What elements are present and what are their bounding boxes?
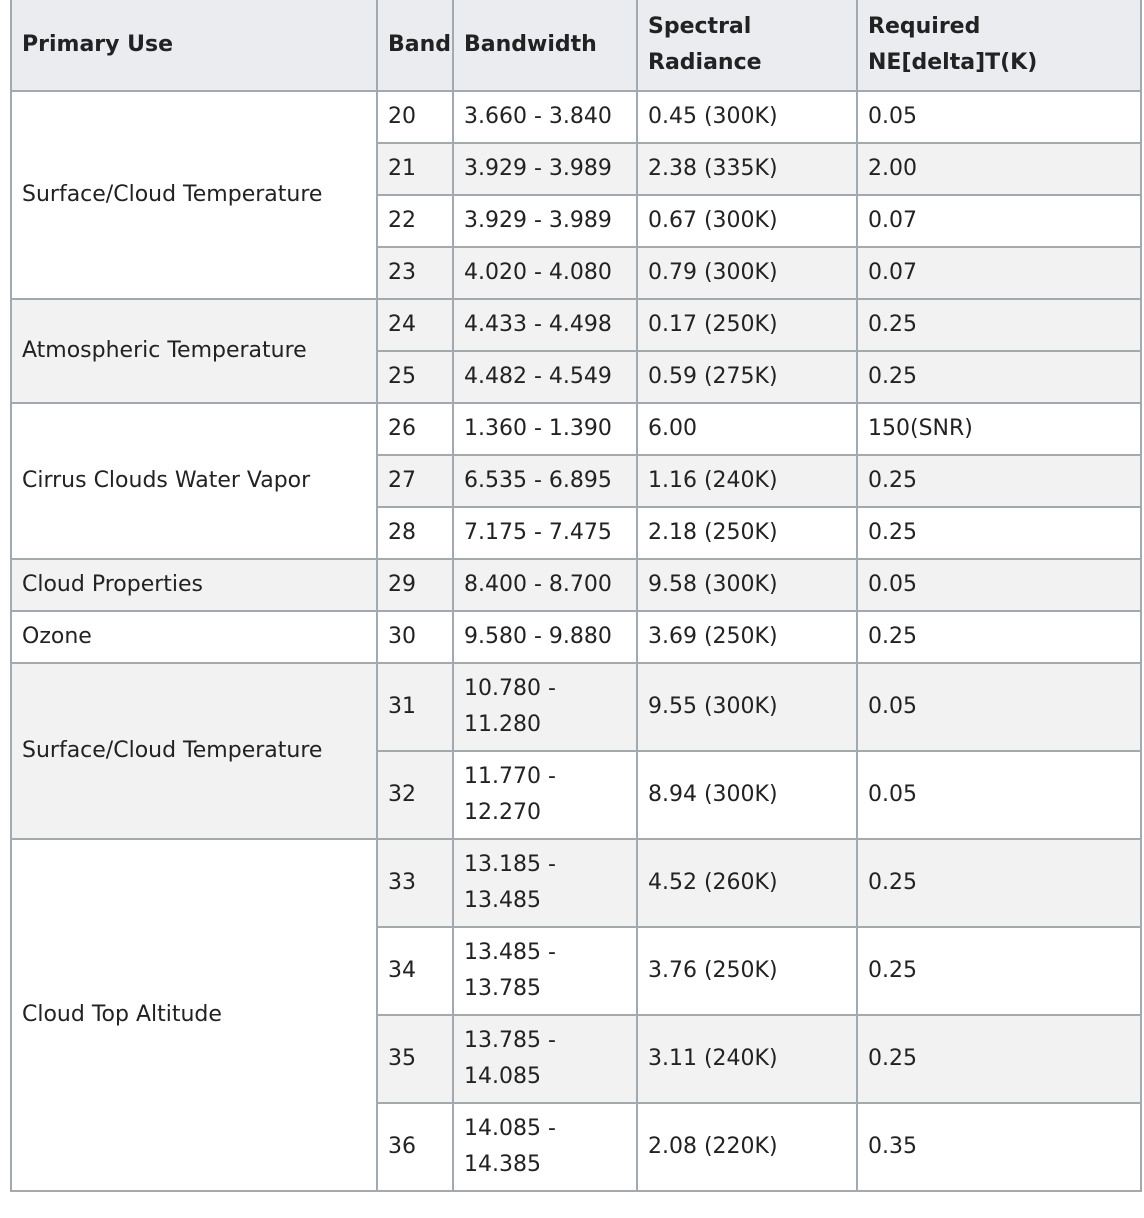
bandwidth-cell: 9.580 - 9.880 — [453, 611, 637, 663]
band-cell: 20 — [377, 91, 453, 143]
bandwidth-cell: 8.400 - 8.700 — [453, 559, 637, 611]
table-row — [11, 663, 1141, 751]
bandwidth-cell: 10.780 - 11.280 — [453, 663, 637, 751]
required-cell: 0.07 — [857, 247, 1141, 299]
bandwidth-cell: 3.660 - 3.840 — [453, 91, 637, 143]
band-cell: 28 — [377, 507, 453, 559]
bandwidth-cell: 3.929 - 3.989 — [453, 195, 637, 247]
band-cell: 24 — [377, 299, 453, 351]
required-cell: 0.25 — [857, 299, 1141, 351]
spectral-radiance-cell: 3.11 (240K) — [637, 1015, 857, 1103]
spectral-radiance-cell: 9.55 (300K) — [637, 663, 857, 751]
spectral-radiance-cell: 9.58 (300K) — [637, 559, 857, 611]
primary-use-cell: Cirrus Clouds Water Vapor — [11, 403, 377, 559]
spectral-radiance-cell: 2.18 (250K) — [637, 507, 857, 559]
required-cell: 0.25 — [857, 1015, 1141, 1103]
band-cell: 32 — [377, 751, 453, 839]
primary-use-cell: Surface/Cloud Temperature — [11, 91, 377, 299]
spectral-radiance-cell: 2.38 (335K) — [637, 143, 857, 195]
table-row — [11, 559, 1141, 611]
band-cell: 33 — [377, 839, 453, 927]
header-row — [11, 0, 1141, 91]
header-band: Band — [377, 0, 453, 91]
bandwidth-cell: 4.482 - 4.549 — [453, 351, 637, 403]
band-cell: 23 — [377, 247, 453, 299]
table-row — [11, 611, 1141, 663]
header-bandwidth: Bandwidth — [453, 0, 637, 91]
band-cell: 35 — [377, 1015, 453, 1103]
bandwidth-cell: 4.020 - 4.080 — [453, 247, 637, 299]
primary-use-cell: Atmospheric Temperature — [11, 299, 377, 403]
bandwidth-cell: 1.360 - 1.390 — [453, 403, 637, 455]
bandwidth-cell: 3.929 - 3.989 — [453, 143, 637, 195]
required-cell: 0.07 — [857, 195, 1141, 247]
table-row — [11, 299, 1141, 351]
spectral-radiance-cell: 6.00 — [637, 403, 857, 455]
required-cell: 150(SNR) — [857, 403, 1141, 455]
required-cell: 0.35 — [857, 1103, 1141, 1191]
band-cell: 21 — [377, 143, 453, 195]
required-cell: 0.25 — [857, 455, 1141, 507]
bandwidth-cell: 11.770 - 12.270 — [453, 751, 637, 839]
bandwidth-cell: 6.535 - 6.895 — [453, 455, 637, 507]
spectral-radiance-cell: 3.76 (250K) — [637, 927, 857, 1015]
required-cell: 2.00 — [857, 143, 1141, 195]
bandwidth-cell: 14.085 - 14.385 — [453, 1103, 637, 1191]
table-row — [11, 91, 1141, 143]
spectral-radiance-cell: 0.45 (300K) — [637, 91, 857, 143]
band-cell: 36 — [377, 1103, 453, 1191]
required-cell: 0.05 — [857, 751, 1141, 839]
table-row — [11, 403, 1141, 455]
required-cell: 0.25 — [857, 507, 1141, 559]
primary-use-cell: Cloud Properties — [11, 559, 377, 611]
spectral-radiance-cell: 0.59 (275K) — [637, 351, 857, 403]
spectral-radiance-cell: 0.67 (300K) — [637, 195, 857, 247]
band-cell: 30 — [377, 611, 453, 663]
table-row — [11, 839, 1141, 927]
bandwidth-cell: 13.185 - 13.485 — [453, 839, 637, 927]
spectral-radiance-cell: 0.17 (250K) — [637, 299, 857, 351]
required-cell: 0.25 — [857, 611, 1141, 663]
bandwidth-cell: 13.785 - 14.085 — [453, 1015, 637, 1103]
required-cell: 0.05 — [857, 91, 1141, 143]
band-cell: 26 — [377, 403, 453, 455]
required-cell: 0.25 — [857, 927, 1141, 1015]
band-cell: 31 — [377, 663, 453, 751]
header-primary-use: Primary Use — [11, 0, 377, 91]
band-cell: 25 — [377, 351, 453, 403]
table-container — [10, 0, 1142, 1192]
header-required: Required NE[delta]T(K) — [857, 0, 1141, 91]
spectral-radiance-cell: 0.79 (300K) — [637, 247, 857, 299]
band-cell: 34 — [377, 927, 453, 1015]
band-cell: 27 — [377, 455, 453, 507]
primary-use-cell: Ozone — [11, 611, 377, 663]
primary-use-cell: Cloud Top Altitude — [11, 839, 377, 1191]
bandwidth-cell: 13.485 - 13.785 — [453, 927, 637, 1015]
bandwidth-cell: 7.175 - 7.475 — [453, 507, 637, 559]
spectral-radiance-cell: 8.94 (300K) — [637, 751, 857, 839]
required-cell: 0.05 — [857, 663, 1141, 751]
spectral-radiance-cell: 4.52 (260K) — [637, 839, 857, 927]
band-cell: 29 — [377, 559, 453, 611]
required-cell: 0.25 — [857, 839, 1141, 927]
bandwidth-cell: 4.433 - 4.498 — [453, 299, 637, 351]
header-spectral-radiance: Spectral Radiance — [637, 0, 857, 91]
primary-use-cell: Surface/Cloud Temperature — [11, 663, 377, 839]
required-cell: 0.25 — [857, 351, 1141, 403]
band-cell: 22 — [377, 195, 453, 247]
required-cell: 0.05 — [857, 559, 1141, 611]
spectral-radiance-cell: 1.16 (240K) — [637, 455, 857, 507]
spectral-radiance-cell: 2.08 (220K) — [637, 1103, 857, 1191]
modis-bands-table — [10, 0, 1142, 1192]
spectral-radiance-cell: 3.69 (250K) — [637, 611, 857, 663]
